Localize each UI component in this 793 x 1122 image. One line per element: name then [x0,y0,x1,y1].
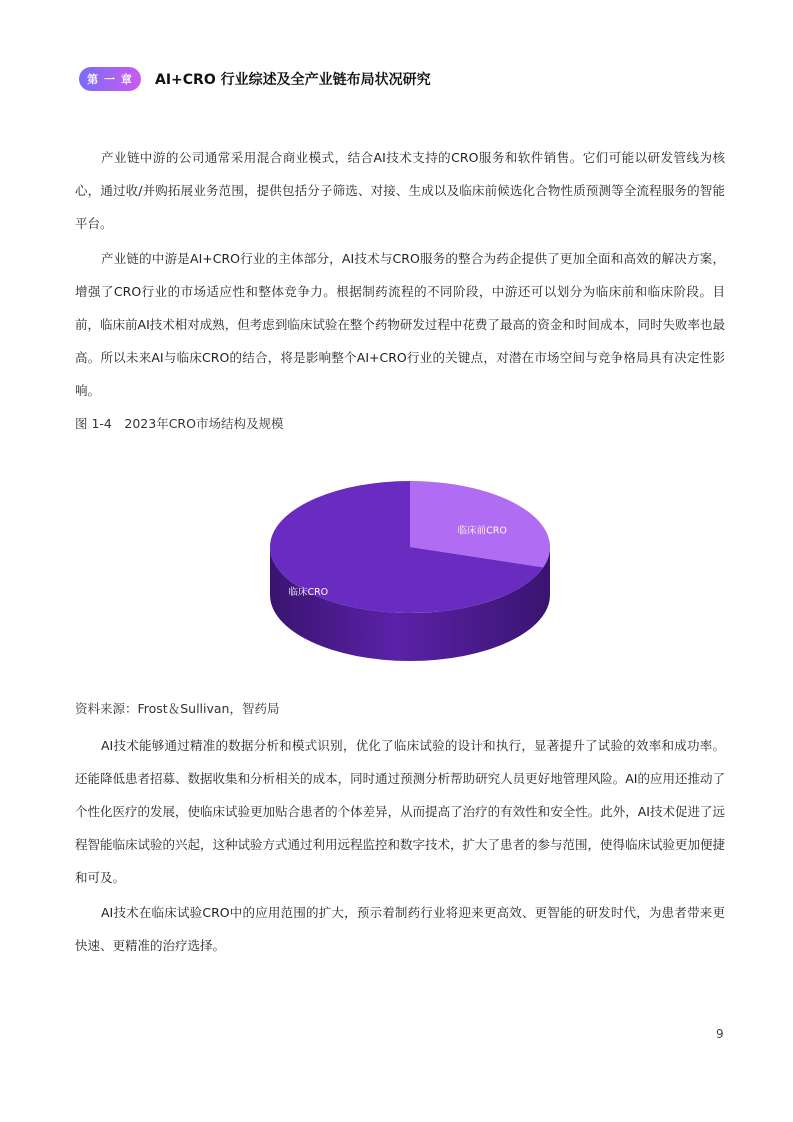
paragraph-2: 产业链的中游是AI+CRO行业的主体部分，AI技术与CRO服务的整合为药企提供了更加全面和高效的解决方案，增强了CRO行业的市场适应性和整体竞争力。根据制药流程的不同阶段，中游还可以划分为临床前和临床阶段。目前，临床前AI技术相对成熟，但考虑到临床试验在整个药物研发过程中花费了最高的资金和时间成本，同时失败率也最高。所以未来AI与临床CRO的结合，将是影响整个AI+CRO行业的关键点，对潜在市场空间与竞争格局具有决定性影响。 [75,251,725,398]
page-number: 9 [716,1027,724,1041]
chapter-header [79,66,431,92]
paragraph-4: AI技术在临床试验CRO中的应用范围的扩大，预示着制药行业将迎来更高效、更智能的研发时代，为患者带来更快速、更精准的治疗选择。 [75,905,725,953]
chapter-badge: 第 一 章 [79,67,141,91]
chapter-title: AI+CRO 行业综述及全产业链布局状况研究 [155,72,431,88]
pie-label-1: 临床前CRO [457,525,507,537]
figure-source: 资料来源：Frost＆Sullivan，智药局 [75,701,280,716]
pie-label-2: 临床CRO [288,586,329,598]
pie-chart-svg [265,475,555,670]
figure-caption: 图 1-4 2023年CRO市场结构及规模 [75,416,284,431]
paragraph-1: 产业链中游的公司通常采用混合商业模式，结合AI技术支持的CRO服务和软件销售。它们可能以研发管线为核心，通过收/并购拓展业务范围，提供包括分子筛选、对接、生成以及临床前候选化合物性质预测等全流程服务的智能平台。 [75,150,725,231]
pie-chart [265,475,555,670]
paragraph-3: AI技术能够通过精准的数据分析和模式识别，优化了临床试验的设计和执行，显著提升了试验的效率和成功率。还能降低患者招募、数据收集和分析相关的成本，同时通过预测分析帮助研究人员更好地管理风险。AI的应用还推动了个性化医疗的发展，使临床试验更加贴合患者的个体差异，从而提高了治疗的有效性和安全性。此外，AI技术促进了远程智能临床试验的兴起，这种试验方式通过利用远程监控和数字技术，扩大了患者的参与范围，使得临床试验更加便捷和可及。 [75,738,726,885]
